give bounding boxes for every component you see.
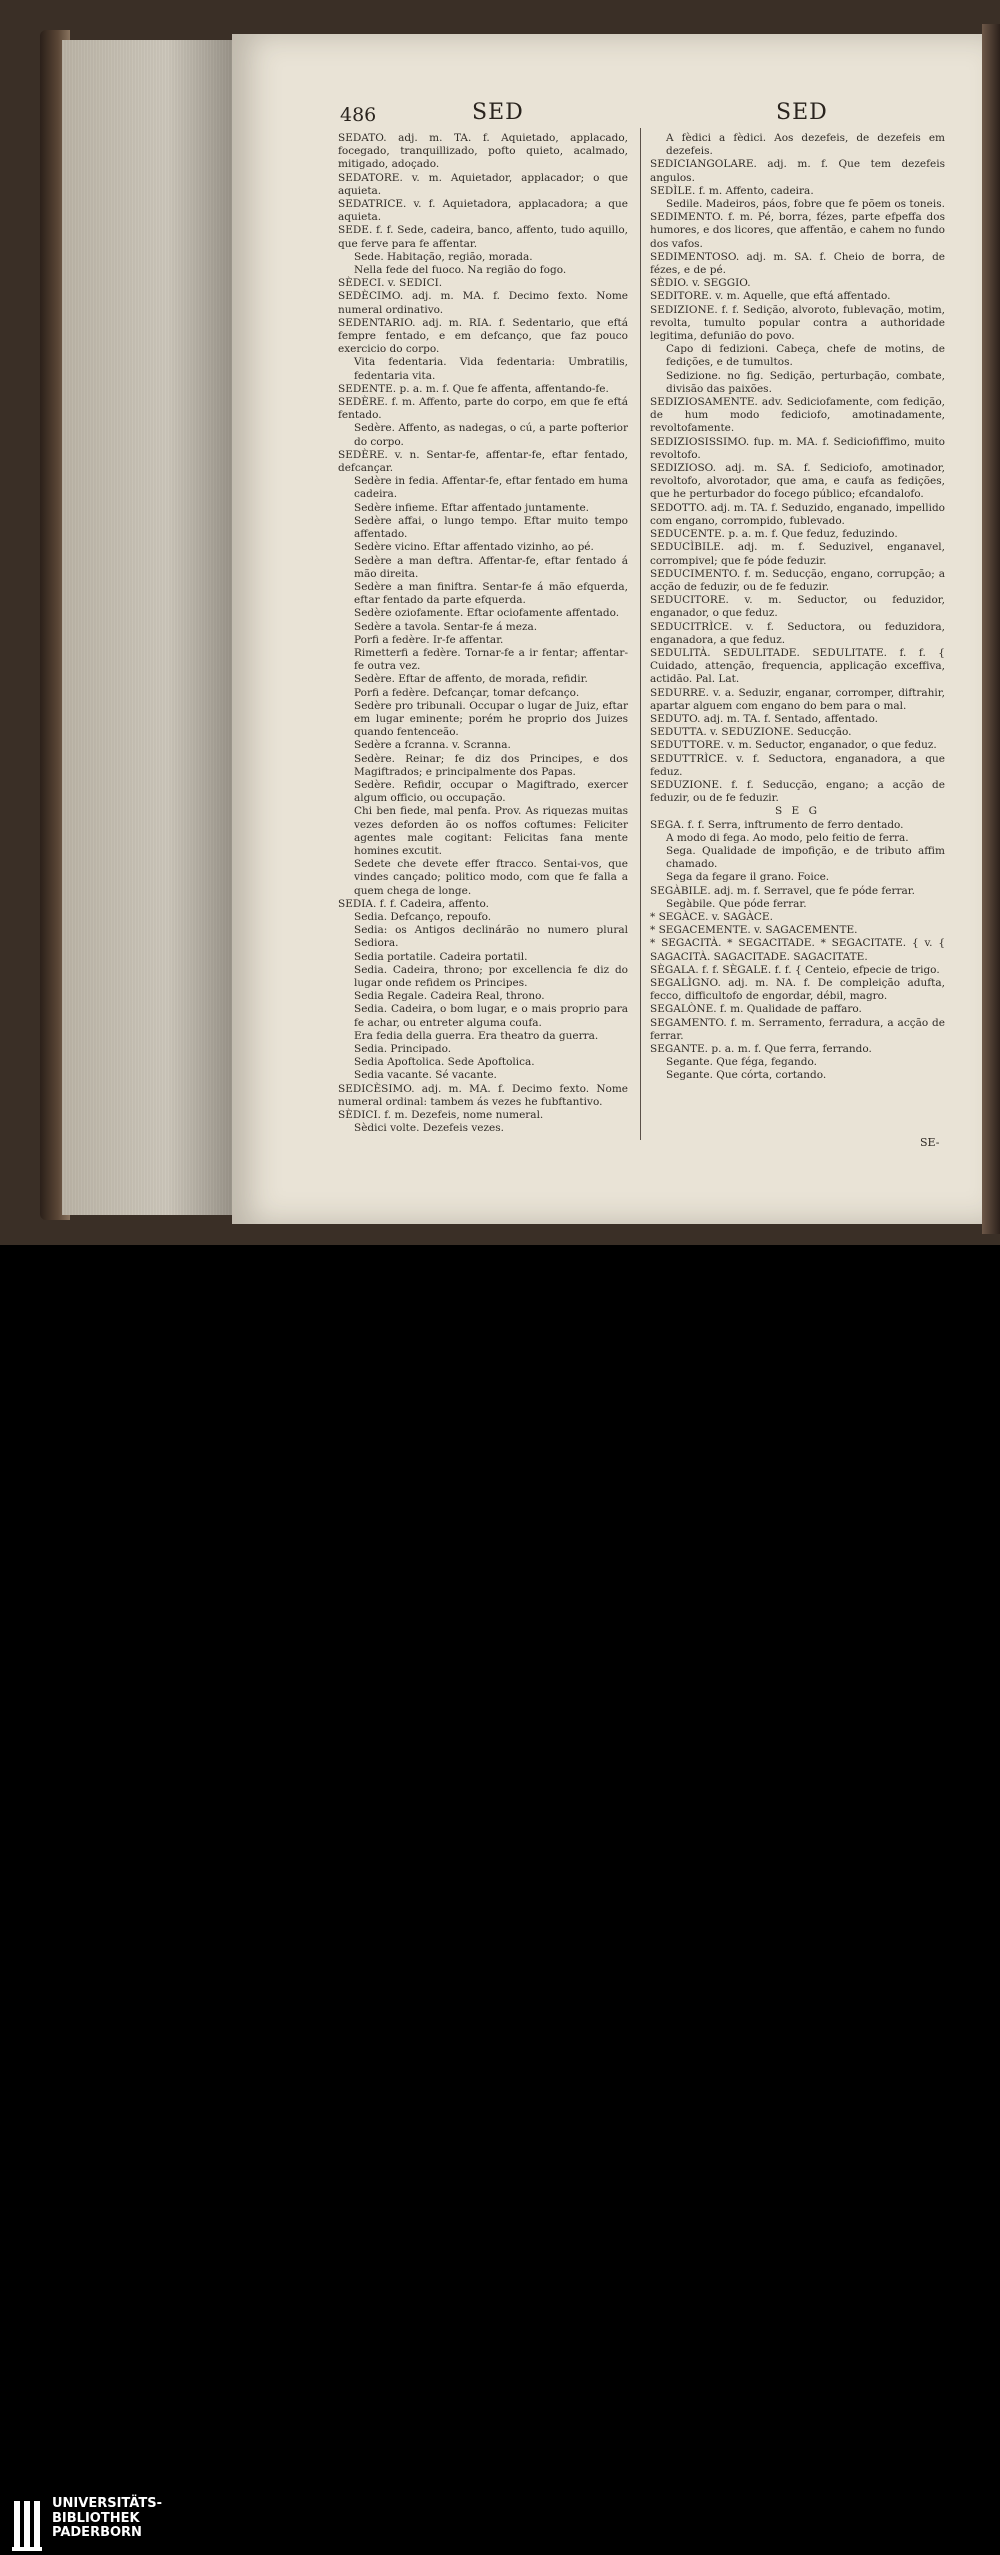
dictionary-entry: SÈDIO. v. SEGGIO. — [650, 277, 751, 290]
dictionary-entry: Sedizione. no fig. Sedição, perturbação, combate, divisão das paixões. — [666, 369, 945, 395]
library-footer — [0, 1245, 1000, 2540]
dictionary-entry: * SEGACEMENTE. v. SAGACEMENTE. — [650, 924, 858, 937]
dictionary-entry: Sedère. Eftar de affento, de morada, refidir. — [354, 673, 588, 686]
dictionary-entry: SEDUTO. adj. m. TA. f. Sentado, affentado. — [650, 712, 878, 725]
library-logo-icon — [12, 2497, 46, 2555]
dictionary-entry: SEDUZIONE. f. f. Seducção, engano; a acção de feduzir, ou de fe feduzir. — [650, 778, 945, 805]
dictionary-entry: Sede. Habitação, região, morada. — [354, 250, 533, 263]
dictionary-entry: Chi ben fiede, mal penfa. Prov. As riquezas muitas vezes deforden ão os noffos coftumes: Feliciter agentes male cogitant: Felicitas fana mente homines excutit. — [354, 805, 628, 857]
dictionary-entry: SEDUCIMENTO. f. m. Seducção, engano, corrupção; a acção de feduzir, ou de fe feduzir. — [650, 567, 945, 593]
dictionary-entry: SEGA. f. f. Serra, inftrumento de ferro dentado. — [650, 818, 904, 831]
dictionary-entry: Sedia portatile. Cadeira portatil. — [354, 950, 528, 963]
dictionary-entry: SEDUTTRÌCE. v. f. Seductora, enganadora, a que feduz. — [650, 752, 945, 778]
dictionary-entry: Era fedia della guerra. Era theatro da guerra. — [354, 1029, 599, 1042]
scan-area — [0, 0, 1000, 1245]
dictionary-entry: SEDATRICE. v. f. Aquietadora, applacadora; a que aquieta. — [338, 198, 628, 224]
dictionary-entry: Sedia vacante. Sé vacante. — [354, 1069, 497, 1082]
dictionary-entry: Sega da fegare il grano. Foice. — [666, 871, 830, 884]
book-cover-right-edge — [982, 24, 1000, 1234]
page-block-edges — [62, 40, 237, 1215]
dictionary-entry: Segàbile. Que póde ferrar. — [666, 897, 807, 910]
dictionary-entry: Sedia: os Antigos declinárão no numero plural Sediora. — [354, 924, 628, 950]
dictionary-entry: Sedia. Cadeira, throno; por excellencia fe diz do lugar onde refidem os Principes. — [354, 963, 628, 989]
dictionary-entry: Sedile. Madeiros, páos, fobre que fe põem os toneis. — [666, 198, 945, 211]
dictionary-entry: SEDUCITRÌCE. v. f. Seductora, ou feduzidora, enganadora, a que feduz. — [650, 620, 945, 646]
dictionary-entry: Sedère a tavola. Sentar-fe á meza. — [354, 620, 538, 633]
dictionary-column-right — [650, 132, 945, 1083]
dictionary-entry: SEDATO. adj. m. TA. f. Aquietado, applacado, focegado, tranquillizado, pofto quieto, acalmado, mitigado, adoçado. — [338, 132, 628, 171]
dictionary-entry: Sedia. Cadeira, o bom lugar, e o mais proprio para fe achar, ou entreter alguma coufa. — [354, 1003, 628, 1029]
library-name-line: PADERBORN — [52, 2525, 142, 2540]
dictionary-entry: Sega. Qualidade de impofição, e de tributo affim chamado. — [666, 844, 945, 871]
dictionary-entry: SEDUCENTE. p. a. m. f. Que feduz, feduzindo. — [650, 528, 898, 541]
dictionary-entry: SEDUCITORE. v. m. Seductor, ou feduzidor, enganador, o que feduz. — [650, 594, 945, 620]
dictionary-entry: S E G — [775, 805, 820, 818]
dictionary-entry: Sedia. Defcanço, repoufo. — [354, 910, 492, 923]
dictionary-entry: * SEGÀCE. v. SAGÀCE. — [650, 910, 773, 923]
dictionary-entry: Sedère affai, o lungo tempo. Eftar muito tempo affentado. — [354, 514, 628, 541]
dictionary-entry: SEDIZIOSISSIMO. fup. m. MA. f. Sediciofiffimo, muito revoltofo. — [650, 435, 945, 461]
dictionary-entry: Vita fedentaria. Vida fedentaria: Umbratilis, fedentaria vita. — [354, 356, 628, 382]
dictionary-entry: SEDENTARIO. adj. m. RIA. f. Sedentario, que eftá fempre fentado, e em defcanço, que faz pouco exercicio do corpo. — [338, 316, 628, 356]
dictionary-entry: SEDIMENTOSO. adj. m. SA. f. Cheio de borra, de fézes, e de pé. — [650, 250, 945, 277]
dictionary-entry: Sedère infieme. Eftar affentado juntamente. — [354, 501, 590, 514]
dictionary-entry: A fèdici a fèdici. Aos dezefeis, de dezefeis em dezefeis. — [666, 132, 945, 158]
dictionary-entry: SEGAMENTO. f. m. Serramento, ferradura, a acção de ferrar. — [650, 1016, 945, 1042]
running-head-left: SED — [472, 100, 524, 125]
dictionary-entry: SEGÀBILE. adj. m. f. Serravel, que fe póde ferrar. — [650, 884, 916, 897]
dictionary-entry: SEDITORE. v. m. Aquelle, que eftá affentado. — [650, 290, 891, 303]
dictionary-entry: SEDÈRE. v. n. Sentar-fe, affentar-fe, eftar fentado, defcançar. — [338, 448, 628, 475]
column-divider — [640, 128, 641, 1140]
dictionary-entry: SEDÌLE. f. m. Affento, cadeira. — [650, 184, 814, 197]
dictionary-entry: SEDENTE. p. a. m. f. Que fe affenta, affentando-fe. — [338, 382, 609, 395]
dictionary-entry: Sedère oziofamente. Eftar ociofamente affentado. — [354, 607, 620, 620]
page-number: 486 — [340, 104, 377, 126]
dictionary-entry: SEGANTE. p. a. m. f. Que ferra, ferrando. — [650, 1043, 872, 1056]
dictionary-entry: Segante. Que córta, cortando. — [666, 1069, 827, 1082]
dictionary-entry: SEDULITÀ. SEDULITADE. SEDULITATE. f. f. { Cuidado, attenção, frequencia, applicação exceffiva, actidão. Pal. Lat. — [650, 646, 945, 686]
library-name — [52, 2497, 162, 2541]
dictionary-entry: Sedia Regale. Cadeira Real, throno. — [354, 990, 545, 1003]
dictionary-entry: Sedère a fcranna. v. Scranna. — [354, 739, 511, 752]
dictionary-entry: Sedère a man finiftra. Sentar-fe á mão efquerda, eftar fentado da parte efquerda. — [354, 580, 628, 607]
library-name-line: BIBLIOTHEK — [52, 2510, 140, 2526]
dictionary-entry: Sedère. Refidir, occupar o Magiftrado, exercer algum officio, ou occupação. — [354, 778, 628, 805]
dictionary-entry: SÈDECI. v. SEDICI. — [338, 277, 443, 290]
dictionary-entry: SEGALÒNE. f. m. Qualidade de paffaro. — [650, 1003, 862, 1016]
library-name-line: UNIVERSITÄTS- — [52, 2496, 162, 2511]
dictionary-entry: SEDUTTA. v. SEDUZIONE. Seducção. — [650, 726, 852, 739]
dictionary-entry: Segante. Que féga, fegando. — [666, 1056, 817, 1069]
dictionary-entry: Sedère vicino. Eftar affentado vizinho, ao pé. — [354, 541, 594, 554]
dictionary-entry: SÈDICI. f. m. Dezefeis, nome numeral. — [338, 1109, 544, 1122]
dictionary-entry: SEDUTTORE. v. m. Seductor, enganador, o que feduz. — [650, 739, 937, 752]
dictionary-entry: SEDICÈSIMO. adj. m. MA. f. Decimo fexto. Nome numeral ordinal: tambem ás vezes he fubftantivo. — [338, 1082, 628, 1108]
running-head-right: SED — [776, 100, 828, 125]
dictionary-entry: SEDÈRE. f. m. Affento, parte do corpo, em que fe eftá fentado. — [338, 396, 628, 422]
dictionary-entry: Nella fede del fuoco. Na região do fogo. — [354, 264, 567, 277]
dictionary-entry: SEDÈCIMO. adj. m. MA. f. Decimo fexto. Nome numeral ordinativo. — [338, 290, 628, 316]
dictionary-entry: A modo di fega. Ao modo, pelo feitio de ferra. — [666, 831, 909, 844]
catchword: SE- — [920, 1136, 940, 1149]
dictionary-entry: SEDIA. f. f. Cadeira, affento. — [338, 897, 489, 910]
dictionary-entry: SEDIMENTO. f. m. Pé, borra, fézes, parte efpeffa dos humores, e dos licores, que affentão, e cahem no fundo dos vafos. — [650, 211, 945, 250]
dictionary-entry: SEDATORE. v. m. Aquietador, applacador; o que aquieta. — [338, 171, 628, 197]
dictionary-entry: SEDURRE. v. a. Seduzir, enganar, corromper, diftrahir, apartar alguem com engano do bem para o mal. — [650, 686, 945, 712]
dictionary-entry: SEDIZIONE. f. f. Sedição, alvoroto, fublevação, motim, revolta, tumulto popular contra a authoridade legitima, defunião do povo. — [650, 303, 945, 343]
dictionary-entry: SEDICIANGOLARE. adj. m. f. Que tem dezefeis angulos. — [650, 158, 945, 184]
dictionary-entry: SEDIZIOSO. adj. m. SA. f. Sediciofo, amotinador, revoltofo, alvorotador, que ama, e caufa as fedições, que he perturbador do focego público; efcandalofo. — [650, 462, 945, 501]
dictionary-entry: Porfi a fedère. Ir-fe affentar. — [354, 633, 504, 646]
dictionary-entry: Sedère pro tribunali. Occupar o lugar de Juiz, eftar em lugar eminente; porém he proprio dos Juizes quando fentenceão. — [354, 699, 628, 739]
dictionary-entry: SEDOTTO. adj. m. TA. f. Seduzido, enganado, impellido com engano, corrompido, fublevado. — [650, 501, 945, 527]
dictionary-entry: SEDIZIOSAMENTE. adv. Sediciofamente, com fedição, de hum modo fediciofo, amotinadamente, revoltofamente. — [650, 396, 945, 435]
dictionary-entry: SEDUCÌBILE. adj. m. f. Seduzivel, enganavel, corrompivel; que fe póde feduzir. — [650, 541, 945, 567]
dictionary-entry: Sèdici volte. Dezefeis vezes. — [354, 1122, 504, 1135]
dictionary-entry: * SEGACITÀ. * SEGACITADE. * SEGACITATE. { v. { SAGACITÀ. SAGACITADE. SAGACITATE. — [650, 937, 945, 963]
dictionary-column-left — [338, 132, 628, 1135]
dictionary-entry: SEGALÌGNO. adj. m. NA. f. De compleição adufta, fecco, difficultofo de engordar, débil, magro. — [650, 977, 945, 1003]
dictionary-entry: Sedère in fedia. Affentar-fe, eftar fentado em huma cadeira. — [354, 475, 628, 501]
dictionary-entry: Sedia. Principado. — [354, 1043, 452, 1056]
dictionary-entry: Sedère. Reinar; fe diz dos Principes, e dos Magiftrados; e principalmente dos Papas. — [354, 752, 628, 778]
dictionary-entry: Sedère. Affento, as nadegas, o cú, a parte pofterior do corpo. — [354, 422, 628, 448]
dictionary-entry: Sedia Apoftolica. Sede Apoftolica. — [354, 1056, 535, 1069]
dictionary-entry: Sedete che devete effer ftracco. Sentai-vos, que vindes cançado; politico modo, com que fe falla a quem chega de longe. — [354, 858, 628, 897]
dictionary-entry: SÈGALA. f. f. SÈGALE. f. f. { Centeio, efpecie de trigo. — [650, 963, 940, 976]
dictionary-entry: Porfi a fedère. Defcançar, tomar defcanço. — [354, 686, 580, 699]
dictionary-entry: Sedère a man deftra. Affentar-fe, eftar fentado á mão direita. — [354, 554, 628, 580]
dictionary-entry: SEDE. f. f. Sede, cadeira, banco, affento, tudo aquillo, que ferve para fe affentar. — [338, 224, 628, 250]
dictionary-entry: Rimetterfi a fedère. Tornar-fe a ir fentar; affentar-fe outra vez. — [354, 646, 628, 673]
dictionary-entry: Capo di fedizioni. Cabeça, chefe de motins, de fedições, e de tumultos. — [666, 343, 945, 369]
